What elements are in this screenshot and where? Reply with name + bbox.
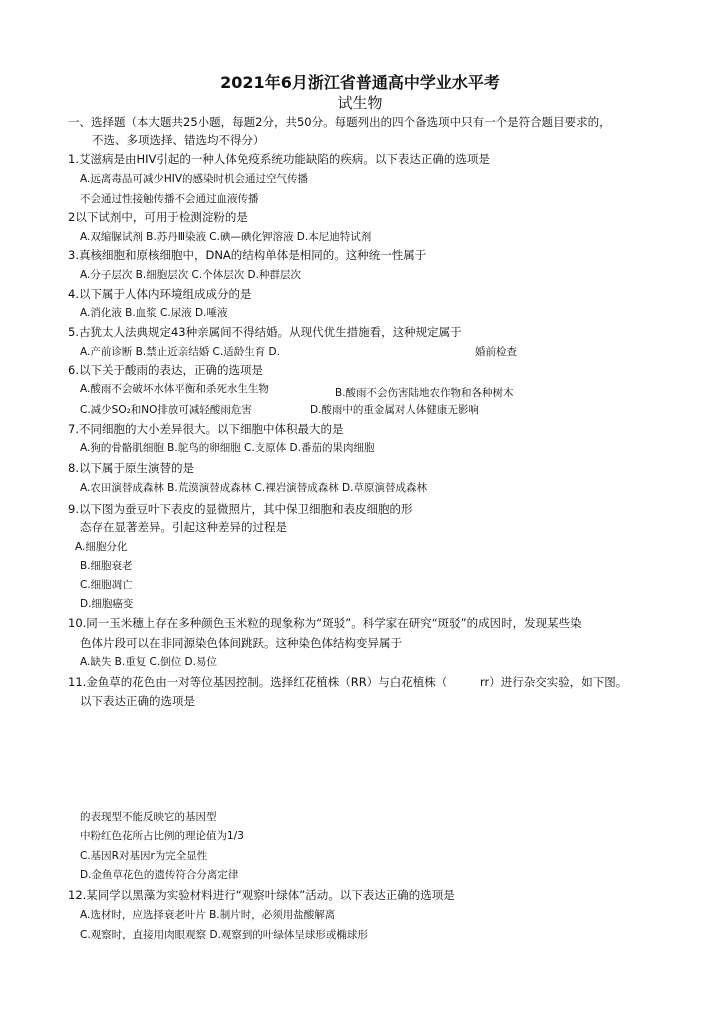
q11-stem-line1a: 11.金鱼草的花色由一对等位基因控制。选择红花植株（RR）与白花植株（: [68, 675, 448, 689]
q1-option-a: A.远离毒品可减少HIV的感染时机会通过空气传播: [80, 173, 309, 185]
q12-options-cd: C.观察时，直接用肉眼观察 D.观察到的叶绿体呈球形或椭球形: [80, 929, 368, 941]
q9-stem-line2: 态存在显著差异。引起这种差异的过程是: [80, 520, 287, 534]
q5-option-d-text: 婚前检查: [475, 346, 517, 358]
exam-subtitle: 试生物: [337, 94, 383, 112]
q11-stem-line2: 以下表达正确的选项是: [80, 694, 195, 708]
q5-options: A.产前诊断 B.禁止近亲结婚 C.适龄生育 D.: [80, 346, 280, 358]
q9-stem-line1: 9.以下图为蚕豆叶下表皮的显微照片，其中保卫细胞和表皮细胞的形: [68, 502, 413, 516]
section-heading-line2: 不选、多项选择、错选均不得分）: [92, 133, 265, 147]
q11-stem-line1b: rr）进行杂交实验，如下图。: [480, 675, 628, 689]
q4-options: A.消化液 B.血浆 C.尿液 D.唾液: [80, 307, 228, 319]
q10-stem-line2: 色体片段可以在非同源染色体间跳跃。这种染色体结构变异属于: [80, 636, 402, 650]
q6-option-a: A.酸雨不会破坏水体平衡和杀死水生生物: [80, 383, 269, 395]
q2-stem: 2以下试剂中，可用于检测淀粉的是: [68, 210, 248, 224]
q9-option-d: D.细胞癌变: [80, 598, 134, 610]
q6-option-b: B.酸雨不会伤害陆地农作物和各种树木: [335, 387, 514, 399]
q8-stem: 8.以下属于原生演替的是: [68, 461, 194, 475]
q9-option-b: B.细胞衰老: [80, 560, 133, 572]
q6-option-d: D.酸雨中的重金属对人体健康无影响: [310, 404, 479, 416]
q10-options: A.缺失 B.重复 C.倒位 D.易位: [80, 656, 217, 668]
q3-stem: 3.真核细胞和原核细胞中，DNA的结构单体是相同的。这种统一性属于: [68, 248, 427, 262]
q10-stem-line1: 10.同一玉米穗上存在多种颜色玉米粒的现象称为“斑驳”。科学家在研究“斑驳”的成因时，发现某些染: [68, 616, 582, 630]
q1-stem: 1.艾滋病是由HIV引起的一种人体免疫系统功能缺陷的疾病。以下表达正确的选项是: [68, 152, 490, 166]
section-heading-line1: 一、选择题（本大题共25小题，每题2分，共50分。每题列出的四个备选项中只有一个是符合题目要求的，: [68, 115, 611, 129]
q8-options: A.农田演替成森林 B.荒漠演替成森林 C.裸岩演替成森林 D.草原演替成森林: [80, 482, 427, 494]
q5-stem: 5.古犹太人法典规定43种亲属间不得结婚。从现代优生措施看，这种规定属于: [68, 325, 462, 339]
q9-option-a: A.细胞分化: [75, 541, 128, 553]
q11-option-a: 的表现型不能反映它的基因型: [80, 811, 217, 823]
q11-option-d: D.金鱼草花色的遗传符合分离定律: [80, 869, 239, 881]
q7-options: A.狗的骨骼肌细胞 B.鸵鸟的卵细胞 C.支原体 D.番茄的果肉细胞: [80, 442, 375, 454]
q6-option-c: C.减少SO₂和NO排放可减轻酸雨危害: [80, 404, 252, 416]
q4-stem: 4.以下属于人体内环境组成成分的是: [68, 287, 252, 301]
q2-options: A.双缩脲试剂 B.苏丹Ⅲ染液 C.碘—碘化钾溶液 D.本尼迪特试剂: [80, 231, 372, 243]
q9-option-c: C.细胞凋亡: [80, 579, 133, 591]
q1-option-b: 不会通过性接触传播不会通过血液传播: [80, 193, 259, 205]
q12-stem: 12.某同学以黑藻为实验材料进行“观察叶绿体”活动。以下表达正确的选项是: [68, 888, 455, 902]
q6-stem: 6.以下关于酸雨的表达，正确的选项是: [68, 363, 263, 377]
q7-stem: 7.不同细胞的大小差异很大。以下细胞中体积最大的是: [68, 422, 344, 436]
q12-options-ab: A.选材时，应选择衰老叶片 B.制片时，必须用盐酸解离: [80, 909, 336, 921]
q11-option-b: 中粉红色花所占比例的理论值为1/3: [80, 830, 244, 842]
exam-title: 2021年6月浙江省普通高中学业水平考: [220, 73, 500, 92]
q3-options: A.分子层次 B.细胞层次 C.个体层次 D.种群层次: [80, 269, 301, 281]
q11-option-c: C.基因R对基因r为完全显性: [80, 850, 208, 862]
